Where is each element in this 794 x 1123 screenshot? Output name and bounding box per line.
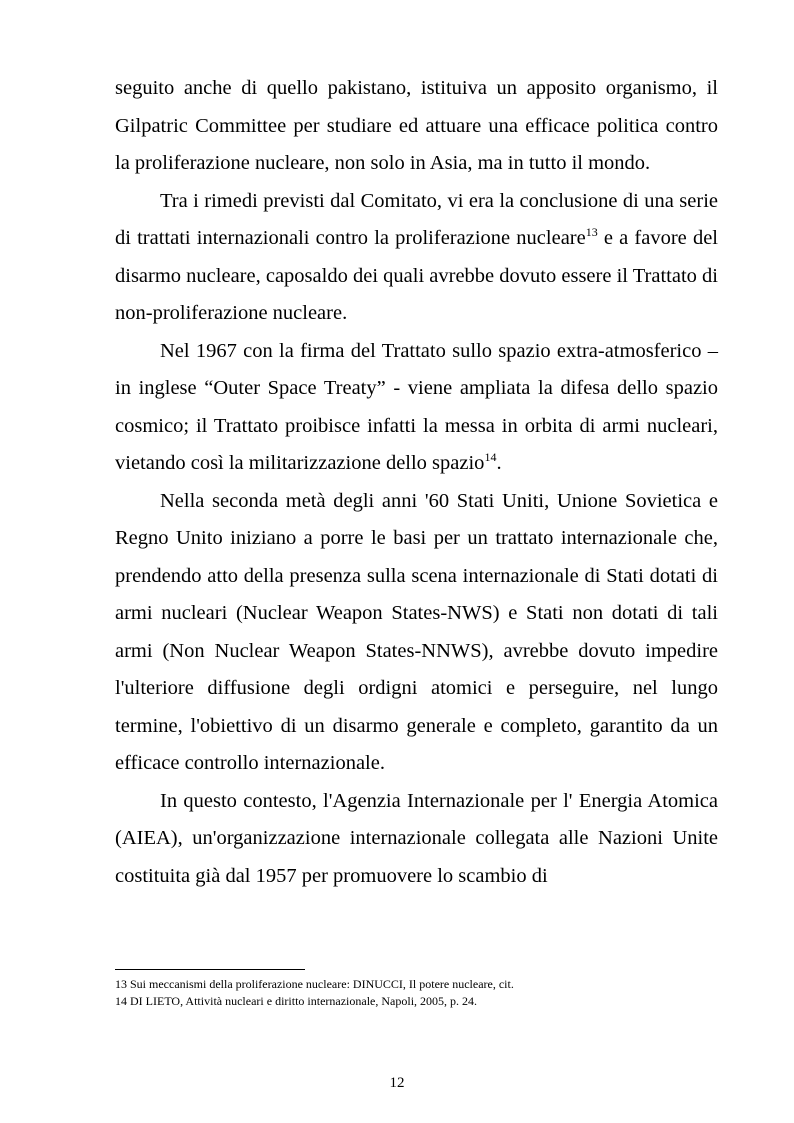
footnote-13: 13 Sui meccanismi della proliferazione nucleare: DINUCCI, Il potere nucleare, cit. <box>115 977 514 991</box>
paragraph-text: In questo contesto, l'Agenzia Internazionale per l' Energia Atomica (AIEA), un'organizzazione internazionale collegata alle Nazioni Unite costituita già dal 1957 per promuovere lo scambio di <box>115 789 718 887</box>
paragraph-text: Nella seconda metà degli anni '60 Stati Uniti, Unione Sovietica e Regno Unito iniziano a porre le basi per un trattato internazionale che, prendendo atto della presenza sulla scena internazionale di Stati dotati di armi nucleari (Nuclear Weapon States-NWS) e Stati non dotati di tali armi (Non Nuclear Weapon States-NNWS), avrebbe dovuto impedire l'ulteriore diffusione degli ordigni atomici e perseguire, nel lungo termine, l'obiettivo di un disarmo generale e completo, garantito da un efficace controllo internazionale. <box>115 489 718 774</box>
paragraph-text: Tra i rimedi previsti dal Comitato, vi era la conclusione di una serie di trattati internazionali contro la proliferazione nucleare <box>115 189 718 249</box>
footnote-ref-13: 13 <box>585 225 598 239</box>
paragraph-text: seguito anche di quello pakistano, istituiva un apposito organismo, il Gilpatric Committee per studiare ed attuare una efficace politica contro la proliferazione nucleare, non solo in Asia, ma in tutto il mondo. <box>115 77 718 174</box>
paragraph-text: Nel 1967 con la firma del Trattato sullo spazio extra-atmosferico – in inglese “Outer Space Treaty” - viene ampliata la difesa dello spazio cosmico; il Trattato proibisce infatti la messa in orbita di armi nucleari, vietando così la militarizzazione dello spazio <box>115 339 718 474</box>
footnote-separator <box>115 969 305 970</box>
footnotes <box>115 976 718 1010</box>
paragraph-continuation <box>115 70 718 183</box>
paragraph-text-after: e a favore del disarmo nucleare, caposaldo dei quali avrebbe dovuto essere il Trattato di non-proliferazione nucleare. <box>115 227 718 324</box>
body-text <box>115 70 718 895</box>
paragraph <box>115 183 718 333</box>
footnote-ref-14: 14 <box>484 450 497 464</box>
paragraph-text-after: . <box>496 452 502 474</box>
page-number: 12 <box>389 1075 405 1091</box>
footnote-14: 14 DI LIETO, Attività nucleari e diritto internazionale, Napoli, 2005, p. 24. <box>115 994 478 1008</box>
paragraph <box>115 783 718 896</box>
paragraph <box>115 333 718 483</box>
paragraph <box>115 483 718 783</box>
